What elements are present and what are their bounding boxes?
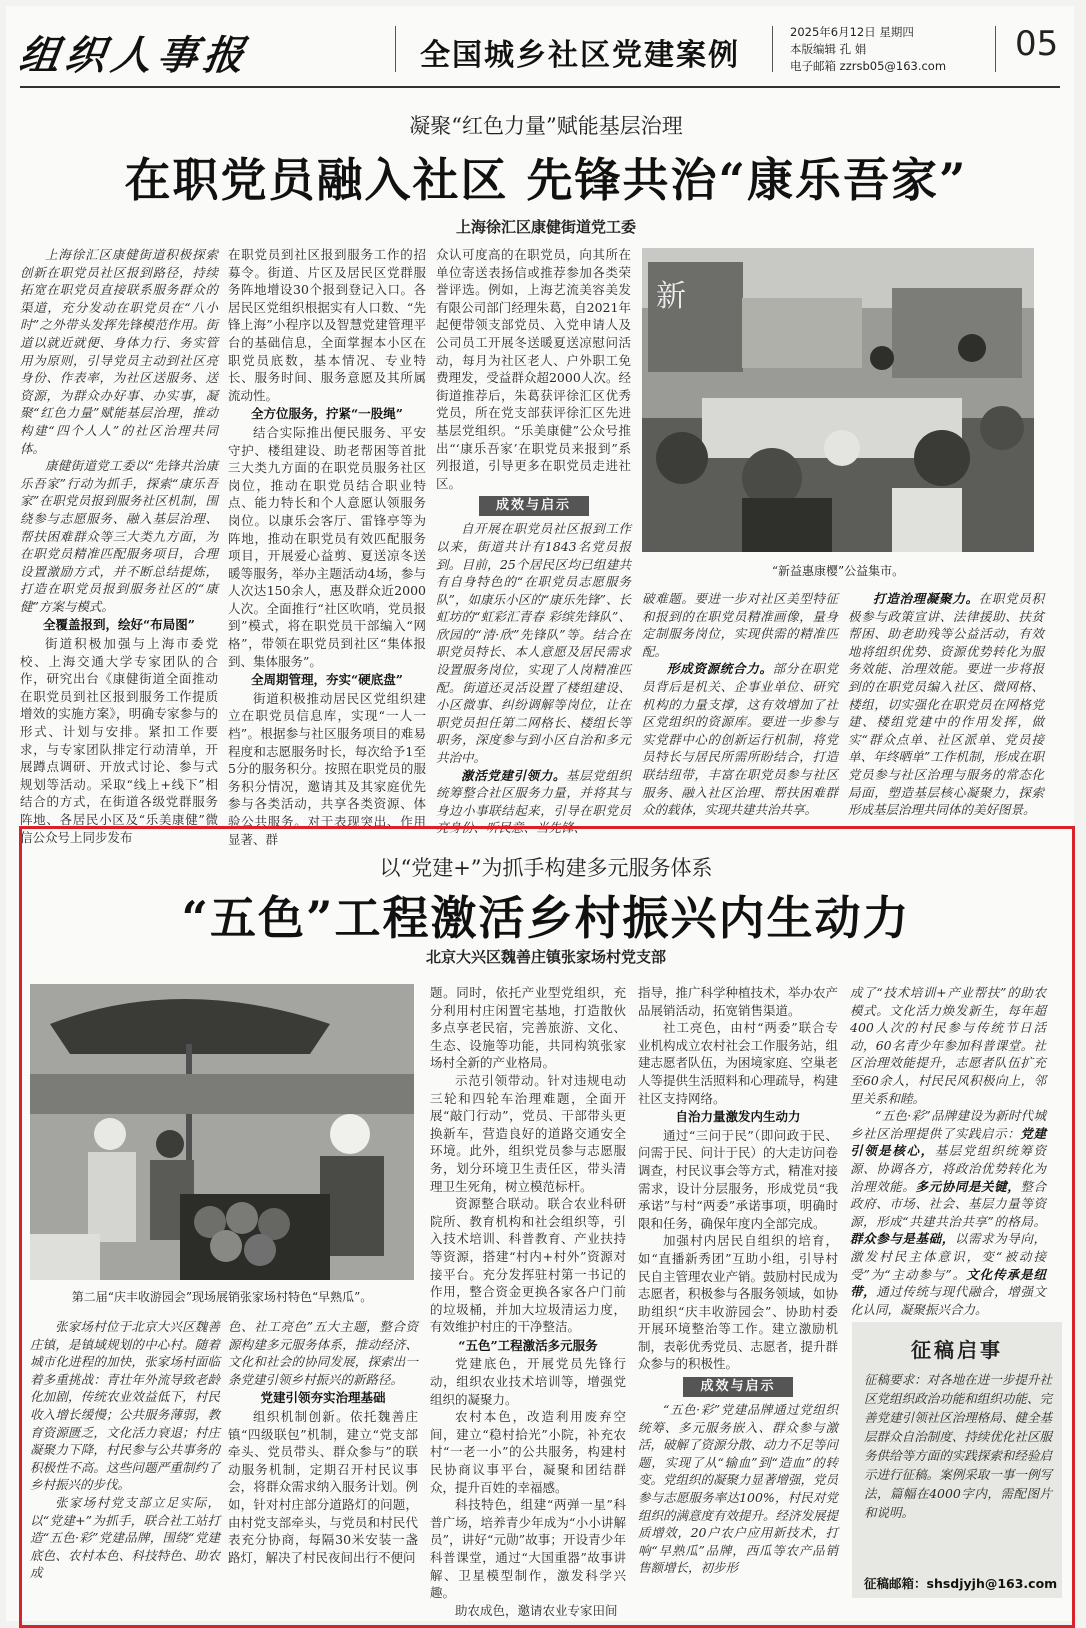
paragraph: 部分在职党员背后是机关、企事业单位、研究机构的力量支撑，这有效增加了社区党组织的资源库。要进一步参与实党群中心的创新运行机制，将党员特长与居民所需所盼结合，打造联结纽带，丰富在职党员参与社区服务、融入社区治理、帮扶困难群众的载体，实现共建共治共享。 [642,661,838,818]
inline-heading: 形成资源统合力。 [667,661,773,677]
section-banner: 成效与启示 [479,496,589,516]
article2-column-4 [638,984,838,1616]
article1-column-3 [436,246,631,836]
article2-column-1 [30,1318,220,1616]
article2-column-2 [228,1318,418,1616]
photo-caption: 第二届“庆丰收游园会”现场展销张家场村特色“早熟瓜”。 [71,1290,373,1304]
inline-heading: 群众参与是基础， [850,1231,955,1247]
issue-email: 电子邮箱 zzrsb05@163.com [790,59,947,73]
paragraph: 在职党员积极参与政策宣讲、法律援助、扶贫帮困、助老助残等公益活动，有效地将组织优势、资源优势转化为服务效能、治理效能。要进一步将报到的在职党员编入社区、微网格、楼组，切实强化在职党员在网格党建、楼组党建中的作用发挥，做实“群众点单、社区派单、党员接单、年终晒单”工作机制，形成在职党员参与社区治理与服务的常态化局面，塑造基层核心凝聚力，探索形成基层治理共同体的美好图景。 [848,591,1044,818]
newspaper-page [6,6,1074,1621]
issue-date: 2025年6月12日 星期四 [790,25,914,39]
paragraph: 指导，推广科学种植技术，举办农产品展销活动，拓宽销售渠道。 [638,985,839,1018]
market-photo-illustration [642,248,1034,552]
paragraph: 党建底色，开展党员先锋行动，组织农业技术培训等，增强党组织的凝聚力。 [430,1356,626,1407]
subheading: 党建引领夯实治理基础 [260,1390,386,1406]
paragraph: 街道积极推动居民区党组织建立在职党员信息库，实现“一人一档”。根据参与社区服务项目的难易程度和志愿服务时长，每次给予1至5分的服务积分。按照在职党员的服务积分情况，邀请其及其家庭优先参与各类活动，共享各类资源、体验公共服务。对于表现突出、作用显著、群 [228,690,426,847]
article1-headline: 在职党员融入社区 先锋共治“康乐吾家” [124,153,968,207]
paragraph: 色、社工亮色”五大主题，整合资源构建多元服务体系，推动经济、文化和社会的协同发展，探索出一条党建引领乡村振兴的新路径。 [228,1319,418,1387]
call-for-papers-body: 征稿要求：对各地在进一步提升社区党组织政治功能和组织功能、完善党建引领社区治理格局、健全基层群众自治制度、持续优化社区服务供给等方面的实践探索和经验启示进行征稿。案例采取一事一例写法，篇幅在4000字内，需配图片和说明。 [864,1372,1052,1520]
inline-heading: 打造治理凝聚力。 [873,591,979,606]
issue-info [790,24,946,75]
article1-kicker: 凝聚“红色力量”赋能基层治理 [409,114,683,138]
paragraph: 社工亮色，由村“两委”联合专业机构成立农村社会工作服务站，组建志愿者队伍，为困境家庭、空巢老人等提供生活照料和心理疏导，构建社区支持网络。 [638,1020,839,1106]
paragraph: 众认可度高的在职党员，向其所在单位寄送表扬信或推荐参加各类荣誉评选。例如，上海艺流美容美发有限公司部门经理朱葛，自2021年起便带领支部党员、入党申请人及公司员工开展冬送暖夏送凉慰问活动，每月为社区老人、户外职工免费理发，受益群众超2000人次。经街道推荐后，朱葛获评徐汇区优秀党员，所在党支部获评徐汇区先进基层党组织。“乐美康健”公众号推出“‘康乐吾家’在职党员来报到”系列报道，引导更多在职党员走进社区。 [436,247,631,491]
masthead-rule [20,86,1060,88]
article2-column-5 [850,984,1046,1317]
paragraph: 自开展在职党员社区报到工作以来，街道共计有1843名党员报到。目前，25个居民区均已组建共有自身特色的“在职党员志愿服务队”，如康乐小区的“康乐先锋”、长虹坊的“虹彩汇青春 彩缤先锋队”、欣园的“清·欣”先锋队”等。结合在职党员特长、本人意愿及居民需求设置服务岗位，实现了人岗精准匹配。街道还灵活设置了楼组建设、小区微事、纠纷调解等岗位，让在职党员担任第二网格长、楼组长等职务，深度参与到小区自治和多元共治中。 [436,521,631,766]
article1-column-5 [848,590,1044,818]
paragraph: 通过传统与现代融合，增强文化认同，凝聚振兴合力。 [850,1284,1046,1317]
melon-sale-photo [30,984,414,1280]
paragraph: 组织机制创新。依托魏善庄镇“四级联包”机制，建立“党支部牵头、党员带头、群众参与”的联动服务机制，定期召开村民议事会，将群众需求纳入服务计划。例如，针对村庄部分道路灯的问题，由村党支部牵头，与党员和村民代表充分协商，每隔30米安装一盏路灯，解决了村民夜间出行不便问 [228,1408,418,1565]
paragraph: 题。同时，依托产业型党组织，充分利用村庄闲置宅基地，打造散伙多点享老民宿，完善旅游、文化、生态、设施等功能，共同构筑张家场村全新的产业格局。 [430,985,626,1071]
paragraph: 科技特色，组建“两弹一星”科普广场，培养青少年成为“小小讲解员”，讲好“元勋”故事；开设青少年科普课堂，通过“大国重器”故事讲解、卫星模型制作，激发科学兴趣。 [430,1497,626,1601]
inline-heading: 文化传承是纽带， [850,1266,1046,1300]
paragraph: 加强村内居民自组织的培育，如“直播新秀团”互助小组，引导村民自主管理农业产销。鼓励村民成为志愿者，积极参与各服务领域，如协助组织“庆丰收游园会”、协助村委开展环境整治等工作。建立激励机制，表彰优秀党员、志愿者，提升群众参与的积极性。 [638,1233,839,1372]
divider [995,26,996,72]
market-photo [642,248,1034,552]
paragraph: 街道积极加强与上海市委党校、上海交通大学专家团队的合作，研究出台《康健街道全面推动在职党员到社区报到服务工作提质增效的实施方案》，明确专家参与的形式、计划与安排。紧扣工作要求，与专家团队排定行动清单，开展蹲点调研、开放式讨论、参与式规划等活动。采取“线上+线下”相结合的方式，在街道各级党群服务阵地、各居民小区及“乐美康健”微信公众号上同步发布 [20,636,218,845]
article1-column-1 [20,246,218,845]
paragraph: 示范引领带动。针对违规电动三轮和四轮车治理难题，全面开展“敲门行动”，党员、干部带头更换新车，营造良好的道路交通安全环境。此外，组织党员参与志愿服务，划分环境卫生责任区，带头清理卫生死角，树立模范标杆。 [430,1072,626,1194]
issue-editor: 本版编辑 孔 娟 [790,42,867,56]
paragraph: 张家场村党支部立足实际，以“党建+”为抓手，联合社工站打造“五色·彩”党建品牌，围绕“党建底色、农村本色、科技特色、助农成 [30,1494,220,1581]
paragraph: 破难题。要进一步对社区美型特征和报到的在职党员精准画像，量身定制服务岗位，实现供需的精准匹配。 [642,591,838,659]
photo-caption: “新益惠康樱”公益集市。 [771,564,905,578]
call-for-papers-box [852,1322,1062,1598]
article1-column-4 [642,590,838,818]
paragraph: 基层党组织统筹整合社区服务力量，并将其与身边小事联结起来，引导在职党员亮身份、听民意、当先锋、 [436,767,631,836]
paragraph: 上海徐汇区康健街道积极探索创新在职党员社区报到路径，持续拓宽在职党员直接联系服务群众的渠道，充分发动在职党员在“八小时”之外带头发挥先锋模范作用。街道以就近就便、身体力行、务实管用为原则，引导党员主动到社区亮身份、作表率，为社区送服务、送资源，为群众办好事、办实事，凝聚“红色力量”赋能基层治理，推动构建“四个人人”的社区治理共同体。 [20,247,218,456]
paragraph: 结合实际推出便民服务、平安守护、楼组建设、助老帮困等首批三大类九方面的在职党员服务社区岗位，推动在职党员结合职业特点、能力特长和个人意愿认领服务岗位。以康乐会客厅、雷锋亭等为阵地，推动在职党员有效匹配服务项目，开展爱心益剪、夏送凉冬送暖等服务，举办主题活动4场，参与人次达150余人，惠及群众近2000人次。全面推行“社区吹哨，党员报到”模式，将在职党员干部编入“网格”，带领在职党员到社区“集体报到、集体服务”。 [228,424,426,669]
article2-kicker: 以“党建+”为抓手构建多元服务体系 [379,856,713,880]
section-banner: 成效与启示 [683,1377,793,1397]
inline-heading: 激活党建引领力。 [461,767,566,783]
masthead [16,20,1060,82]
paragraph: 康健街道党工委以“先锋共治康乐吾家”行动为抓手，探索“康乐吾家”在职党员报到服务社区机制，围绕参与志愿服务、融入基层治理、帮扶困难群众等三大类九方面，为在职党员精准匹配服务项目，合理设置激励方式，并不断总结提炼，打造在职党员报到服务社区的“康健”方案与模式。 [20,458,218,614]
paragraph: “五色·彩”党建品牌通过党组织统筹、多元服务嵌入、群众参与激活，破解了资源分散、动力不足等问题，实现了从“输血”到“造血”的转变。党组织的凝聚力显著增强，党员参与志愿服务率达100%，村民对党组织的满意度有效提升。经济发展提质增效，20户农户应用新技术，打响“早熟瓜”品牌，西瓜等农产品销售额增长，初步形 [638,1402,839,1576]
article2-headline: “五色”工程激活乡村振兴内生动力 [181,891,911,945]
section-title: 全国城乡社区党建案例 [420,38,740,73]
paragraph: 整合政府、市场、社会、基层力量等资源，形成“共建共治共享”的格局。 [850,1178,1046,1229]
paragraph: 在职党员到社区报到服务工作的招募令。街道、片区及居民区党群服务阵地增设30个报到登记入口。各居民区党组织根据实有人口数、“先锋上海”小程序以及智慧党建管理平台的基础信息，全面掌握本小区在职党员底数，基本情况、专业特长、服务时间、服务意愿及其所属流动性。 [228,247,426,403]
paragraph: 成了“技术培训+产业帮扶”的助农模式。文化活力焕发新生，每年超400人次的村民参与传统节日活动，60名青少年参加科普课堂。社区治理效能提升，志愿者队伍扩充至60余人，村民民风积极向上，邻里关系和睦。 [850,985,1046,1106]
melon-sale-photo-illustration [30,984,414,1280]
paragraph: “五色·彩”品牌建设为新时代城乡社区治理提供了实践启示： [850,1108,1046,1141]
paragraph: 张家场村位于北京大兴区魏善庄镇，是镇域规划的中心村。随着城市化进程的加快，张家场村面临着多重挑战：青壮年外流导致老龄化加剧，传统农业效益低下，村民收入增长缓慢；公共服务薄弱，教育资源匮乏，文化活力衰退；村庄凝聚力下降，村民参与公共事务的积极性不高。这些问题严重制约了乡村振兴的步伐。 [30,1319,220,1493]
article2-column-3 [430,984,626,1616]
paragraph: 资源整合联动。联合农业科研院所、教育机构和社会组织等，引入技术培训、科普教育、产业扶持等资源，搭建“村内+村外”资源对接平台。充分发挥驻村第一书记的作用，整合资金更换各家各户门前的垃圾桶，并加大垃圾清运力度，有效维护村庄的干净整洁。 [430,1196,626,1335]
subheading: 自治力量激发内生动力 [675,1109,801,1125]
article2-byline: 北京大兴区魏善庄镇张家场村党支部 [425,948,666,966]
subheading: 全覆盖报到，绘好“布局图” [43,617,195,633]
svg-text:新: 新 [656,279,686,314]
inline-heading: 多元协同是关键， [915,1178,1021,1194]
article1-byline: 上海徐汇区康健街道党工委 [455,218,636,236]
subheading: “五色”工程激活多元服务 [458,1337,598,1353]
paragraph: 基层党组织统筹资源、协调各方，将政治优势转化为治理效能。 [850,1143,1046,1194]
divider [772,26,773,72]
subheading: 全方位服务，拧紧“一股绳” [251,406,403,422]
newspaper-logo: 组织人事报 [16,32,253,79]
call-for-papers-email: 征稿邮箱：shsdjyjh@163.com [864,1576,1058,1591]
paragraph: 助农成色，邀请农业专家田间 [455,1602,618,1618]
article1-column-2 [228,246,426,847]
paragraph: 以需求为导向，激发村民主体意识，变“被动接受”为“主动参与”。 [850,1231,1046,1282]
subheading: 全周期管理，夯实“硬底盘” [251,672,403,688]
inline-heading: 党建引领是核心， [850,1125,1046,1159]
paragraph: 农村本色，改造利用废弃空间，建立“稳村拾光”小院，补充农村“一老一小”的公共服务，构建村民协商议事平台，凝聚和团结群众，提升百姓的幸福感。 [430,1409,626,1495]
call-for-papers-title: 征稿启事 [911,1338,1003,1362]
divider [395,26,396,72]
paragraph: 通过“三问于民”（即问政于民、问需于民、问计于民）的大走访问卷调查，村民议事会等方式，精准对接需求，设计分层服务，形成党员“我承诺”与村“两委”承诺事项，明确时限和任务，确保年度内全部完成。 [638,1127,839,1231]
page-number: 05 [1015,24,1059,64]
